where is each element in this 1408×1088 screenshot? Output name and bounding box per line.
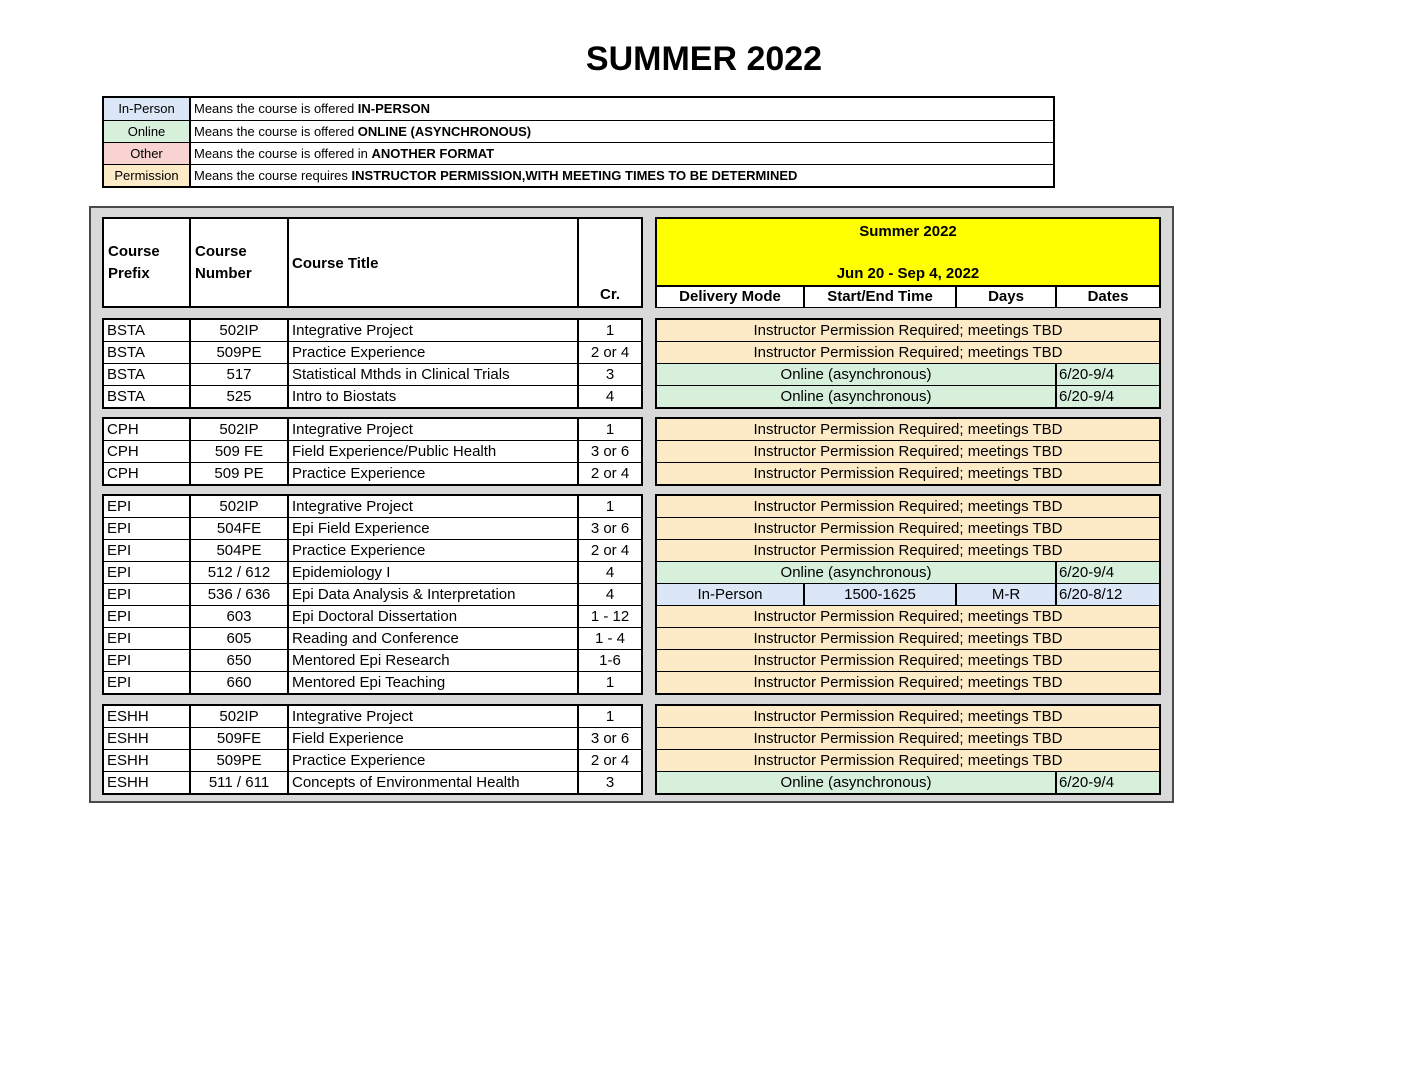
schedule-row — [657, 727, 1159, 749]
delivery-mode: Online (asynchronous) — [657, 364, 1057, 385]
course-number: 509PE — [191, 342, 289, 363]
schedule-note: Instructor Permission Required; meetings TBD — [753, 608, 1063, 625]
course-row — [104, 363, 641, 385]
course-prefix: CPH — [104, 463, 191, 484]
course-number: 502IP — [191, 320, 289, 341]
schedule-row — [657, 385, 1159, 407]
course-row — [104, 419, 641, 440]
course-number: 517 — [191, 364, 289, 385]
course-credits: 2 or 4 — [590, 752, 630, 769]
course-prefix: EPI — [104, 584, 191, 605]
course-row — [104, 671, 641, 693]
course-row — [104, 649, 641, 671]
course-number: 660 — [191, 672, 289, 693]
delivery-mode: Online (asynchronous) — [657, 562, 1057, 583]
course-prefix: BSTA — [104, 386, 191, 407]
course-credits: 1 - 12 — [590, 608, 630, 625]
course-credits: 3 or 6 — [590, 443, 630, 460]
course-dates: 6/20-9/4 — [1059, 388, 1115, 405]
course-title: Practice Experience — [289, 750, 579, 771]
course-number: 509FE — [191, 728, 289, 749]
schedule-group — [655, 318, 1161, 409]
legend-description — [191, 165, 1053, 186]
legend-row — [104, 142, 1053, 164]
header-dates: Dates — [1087, 288, 1129, 305]
schedule-note: Instructor Permission Required; meetings TBD — [753, 520, 1063, 537]
course-row — [104, 385, 641, 407]
course-group — [102, 494, 643, 695]
schedule-group — [655, 417, 1161, 486]
legend-key: Other — [104, 143, 191, 164]
schedule-row — [657, 771, 1159, 793]
course-row — [104, 706, 641, 727]
header-course-title: Course Title — [289, 219, 579, 306]
course-credits: 3 — [605, 774, 615, 791]
legend-description-text: Means the course is offered — [194, 124, 358, 139]
course-number: 536 / 636 — [191, 584, 289, 605]
course-prefix: BSTA — [104, 342, 191, 363]
course-prefix: BSTA — [104, 320, 191, 341]
schedule-note: Instructor Permission Required; meetings TBD — [753, 344, 1063, 361]
schedule-row — [657, 341, 1159, 363]
start-end-time: 1500-1625 — [805, 584, 957, 605]
course-number: 502IP — [191, 419, 289, 440]
course-number: 511 / 611 — [191, 772, 289, 793]
legend-description — [191, 98, 1053, 120]
schedule-note: Instructor Permission Required; meetings TBD — [753, 421, 1063, 438]
schedule-row — [657, 671, 1159, 693]
course-title: Mentored Epi Research — [289, 650, 579, 671]
course-prefix: EPI — [104, 672, 191, 693]
schedule-row — [657, 649, 1159, 671]
header-number-line2: Number — [195, 265, 252, 282]
course-number: 650 — [191, 650, 289, 671]
course-row — [104, 517, 641, 539]
schedule-row — [657, 462, 1159, 484]
legend-row — [104, 164, 1053, 186]
course-prefix: BSTA — [104, 364, 191, 385]
delivery-mode: Online (asynchronous) — [657, 772, 1057, 793]
course-row — [104, 727, 641, 749]
course-credits: 2 or 4 — [590, 542, 630, 559]
legend-description-emphasis: ONLINE (ASYNCHRONOUS) — [357, 124, 532, 139]
header-prefix-line2: Prefix — [108, 265, 150, 282]
course-credits: 1 — [605, 708, 615, 725]
course-prefix: EPI — [104, 496, 191, 517]
course-credits: 1 - 4 — [594, 630, 625, 647]
course-credits: 4 — [605, 388, 615, 405]
course-number: 502IP — [191, 706, 289, 727]
course-prefix: EPI — [104, 562, 191, 583]
course-row — [104, 440, 641, 462]
header-course-prefix — [104, 219, 191, 306]
schedule-row — [657, 517, 1159, 539]
header-delivery-mode: Delivery Mode — [657, 287, 805, 307]
schedule-note: Instructor Permission Required; meetings TBD — [753, 652, 1063, 669]
course-prefix: CPH — [104, 419, 191, 440]
header-number-line1: Course — [195, 243, 247, 260]
schedule-note: Instructor Permission Required; meetings TBD — [753, 322, 1063, 339]
course-credits: 1 — [605, 674, 615, 691]
course-row — [104, 320, 641, 341]
course-number: 509 FE — [191, 441, 289, 462]
course-title: Practice Experience — [289, 342, 579, 363]
course-credits: 3 or 6 — [590, 520, 630, 537]
course-credits: 1 — [605, 322, 615, 339]
course-title: Epi Data Analysis & Interpretation — [289, 584, 579, 605]
schedule-group — [655, 704, 1161, 795]
course-number: 509 PE — [191, 463, 289, 484]
term-name: Summer 2022 — [859, 223, 957, 240]
legend-row — [104, 98, 1053, 120]
header-start-end-time: Start/End Time — [805, 287, 957, 307]
page-title: SUMMER 2022 — [585, 40, 823, 78]
legend-row — [104, 120, 1053, 142]
course-number: 605 — [191, 628, 289, 649]
legend-description-text: Means the course is offered — [194, 101, 358, 116]
course-row — [104, 749, 641, 771]
schedule-note: Instructor Permission Required; meetings TBD — [753, 730, 1063, 747]
header-days: Days — [957, 287, 1057, 307]
legend-description-emphasis: INSTRUCTOR PERMISSION,WITH MEETING TIMES TO BE DETERMINED — [351, 168, 798, 183]
schedule-row — [657, 419, 1159, 440]
schedule-header — [655, 217, 1161, 308]
course-prefix: ESHH — [104, 728, 191, 749]
course-group — [102, 704, 643, 795]
header-prefix-line1: Course — [108, 243, 160, 260]
course-number: 509PE — [191, 750, 289, 771]
course-prefix: ESHH — [104, 706, 191, 727]
course-group — [102, 318, 643, 409]
schedule-row — [657, 561, 1159, 583]
meeting-days: M-R — [957, 584, 1057, 605]
course-prefix: EPI — [104, 540, 191, 561]
course-row — [104, 627, 641, 649]
course-credits: 4 — [605, 586, 615, 603]
course-title: Epi Field Experience — [289, 518, 579, 539]
schedule-note: Instructor Permission Required; meetings TBD — [753, 465, 1063, 482]
legend-description-emphasis: ANOTHER FORMAT — [371, 146, 495, 161]
course-row — [104, 605, 641, 627]
course-row — [104, 496, 641, 517]
schedule-row — [657, 496, 1159, 517]
course-number: 603 — [191, 606, 289, 627]
course-group — [102, 417, 643, 486]
course-title: Epidemiology I — [289, 562, 579, 583]
schedule-row — [657, 749, 1159, 771]
legend-description — [191, 143, 1053, 164]
course-title: Field Experience/Public Health — [289, 441, 579, 462]
course-prefix: EPI — [104, 628, 191, 649]
course-dates: 6/20-8/12 — [1059, 586, 1123, 603]
legend-description-text: Means the course is offered in — [194, 146, 372, 161]
course-prefix: ESHH — [104, 772, 191, 793]
course-prefix: ESHH — [104, 750, 191, 771]
schedule-note: Instructor Permission Required; meetings TBD — [753, 443, 1063, 460]
header-credits-label: Cr. — [599, 286, 620, 303]
schedule-row — [657, 627, 1159, 649]
course-title: Integrative Project — [289, 496, 579, 517]
course-title: Practice Experience — [289, 463, 579, 484]
schedule-note: Instructor Permission Required; meetings TBD — [753, 498, 1063, 515]
schedule-row — [657, 539, 1159, 561]
course-credits: 1 — [605, 498, 615, 515]
course-header — [102, 217, 643, 308]
legend-key: Permission — [104, 165, 191, 186]
schedule-row — [657, 605, 1159, 627]
course-number: 525 — [191, 386, 289, 407]
course-prefix: EPI — [104, 518, 191, 539]
course-row — [104, 539, 641, 561]
legend — [102, 96, 1055, 188]
course-prefix: EPI — [104, 650, 191, 671]
course-credits: 1-6 — [599, 652, 621, 669]
course-dates: 6/20-9/4 — [1059, 774, 1115, 791]
course-credits: 3 — [605, 366, 615, 383]
course-credits: 2 or 4 — [590, 465, 630, 482]
schedule-note: Instructor Permission Required; meetings TBD — [753, 674, 1063, 691]
course-row — [104, 462, 641, 484]
course-dates: 6/20-9/4 — [1059, 366, 1115, 383]
course-prefix: CPH — [104, 441, 191, 462]
term-banner — [657, 219, 1159, 287]
course-title: Integrative Project — [289, 320, 579, 341]
schedule-note: Instructor Permission Required; meetings TBD — [753, 542, 1063, 559]
course-title: Intro to Biostats — [289, 386, 579, 407]
course-title: Integrative Project — [289, 706, 579, 727]
course-number: 512 / 612 — [191, 562, 289, 583]
course-title: Reading and Conference — [289, 628, 579, 649]
header-course-number — [191, 219, 289, 306]
legend-description-emphasis: IN-PERSON — [357, 101, 431, 116]
legend-description-text: Means the course requires — [194, 168, 352, 183]
course-row — [104, 341, 641, 363]
course-prefix: EPI — [104, 606, 191, 627]
delivery-mode: In-Person — [657, 584, 805, 605]
term-dates: Jun 20 - Sep 4, 2022 — [836, 265, 980, 282]
schedule-note: Instructor Permission Required; meetings TBD — [753, 752, 1063, 769]
legend-key: Online — [104, 121, 191, 142]
schedule-row — [657, 583, 1159, 605]
course-title: Field Experience — [289, 728, 579, 749]
course-credits: 3 or 6 — [590, 730, 630, 747]
course-row — [104, 583, 641, 605]
course-row — [104, 561, 641, 583]
schedule-row — [657, 320, 1159, 341]
course-credits: 4 — [605, 564, 615, 581]
legend-key: In-Person — [104, 98, 191, 120]
schedule-row — [657, 440, 1159, 462]
course-title: Epi Doctoral Dissertation — [289, 606, 579, 627]
schedule-row — [657, 706, 1159, 727]
course-number: 504PE — [191, 540, 289, 561]
course-credits: 2 or 4 — [590, 344, 630, 361]
schedule-group — [655, 494, 1161, 695]
schedule-note: Instructor Permission Required; meetings TBD — [753, 630, 1063, 647]
header-credits — [579, 219, 641, 306]
delivery-mode: Online (asynchronous) — [657, 386, 1057, 407]
course-title: Statistical Mthds in Clinical Trials — [289, 364, 579, 385]
course-title: Integrative Project — [289, 419, 579, 440]
schedule-note: Instructor Permission Required; meetings TBD — [753, 708, 1063, 725]
course-title: Concepts of Environmental Health — [289, 772, 579, 793]
schedule-row — [657, 363, 1159, 385]
course-credits: 1 — [605, 421, 615, 438]
course-number: 504FE — [191, 518, 289, 539]
course-title: Practice Experience — [289, 540, 579, 561]
course-dates: 6/20-9/4 — [1059, 564, 1115, 581]
legend-description — [191, 121, 1053, 142]
course-number: 502IP — [191, 496, 289, 517]
course-row — [104, 771, 641, 793]
course-title: Mentored Epi Teaching — [289, 672, 579, 693]
